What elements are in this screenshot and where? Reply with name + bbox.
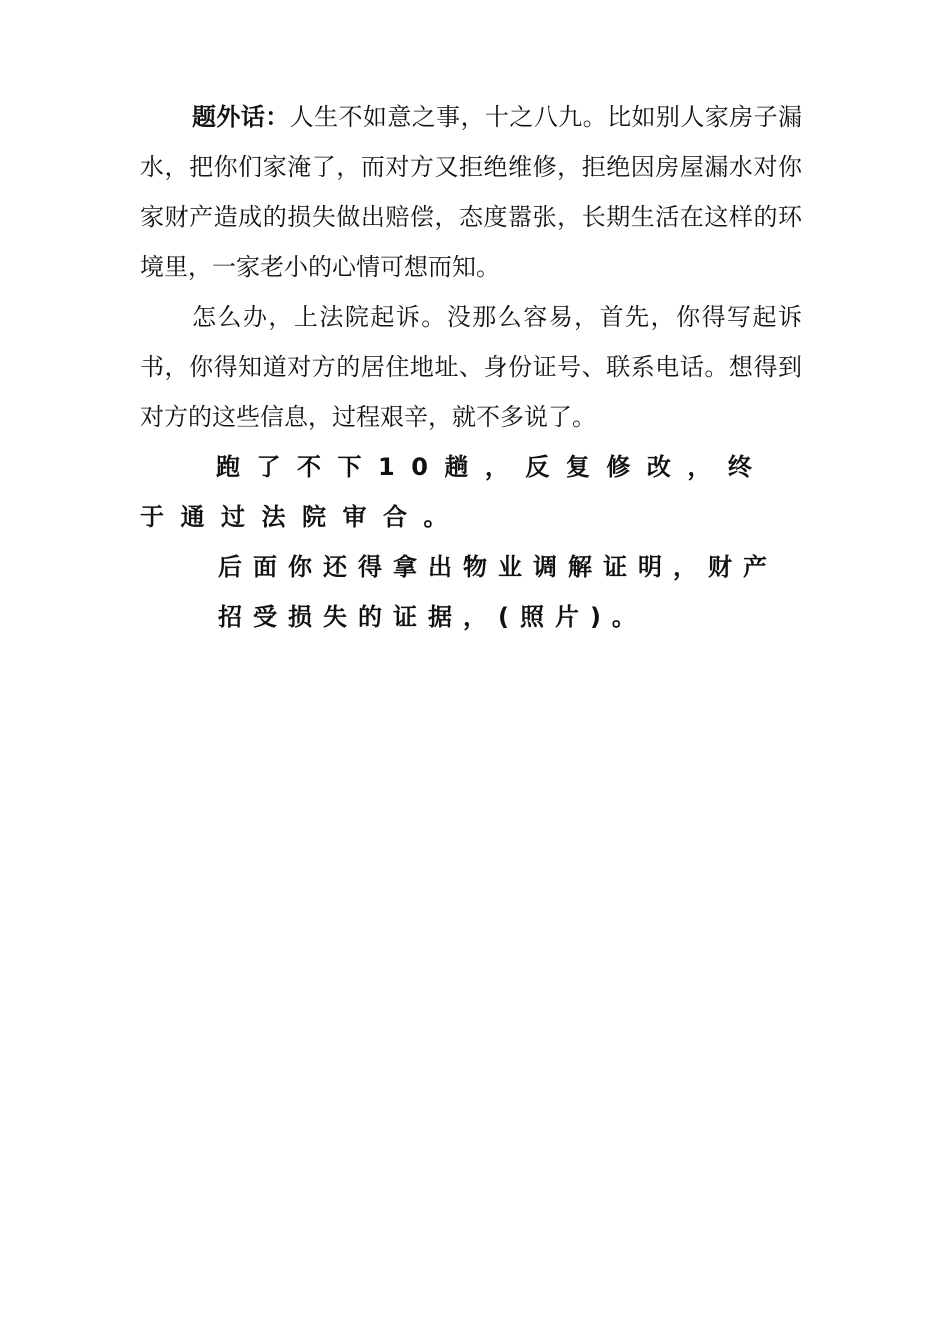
paragraph-lead: 题外话： xyxy=(192,102,290,131)
emphasis-line-court: 跑了不下10趟，反复修改，终于通过法院审合。 xyxy=(140,453,769,531)
paragraph-intro xyxy=(140,92,802,292)
emphasis-line-evidence: 后面你还得拿出物业调解证明，财产招受损失的证据，(照片)。 xyxy=(218,553,778,631)
document-body xyxy=(140,92,802,642)
paragraph-text: 人生不如意之事，十之八九。比如别人家房子漏水，把你们家淹了，而对方又拒绝维修，拒绝因房屋漏水对你家财产造成的损失做出赔偿，态度嚣张，长期生活在这样的环境里，一家老小的心情可想而知。 xyxy=(140,103,803,281)
paragraph-lawsuit xyxy=(140,292,802,442)
paragraph-text: 怎么办，上法院起诉。没那么容易，首先，你得写起诉书，你得知道对方的居住地址、身份证号、联系电话。想得到对方的这些信息，过程艰辛，就不多说了。 xyxy=(140,303,802,431)
